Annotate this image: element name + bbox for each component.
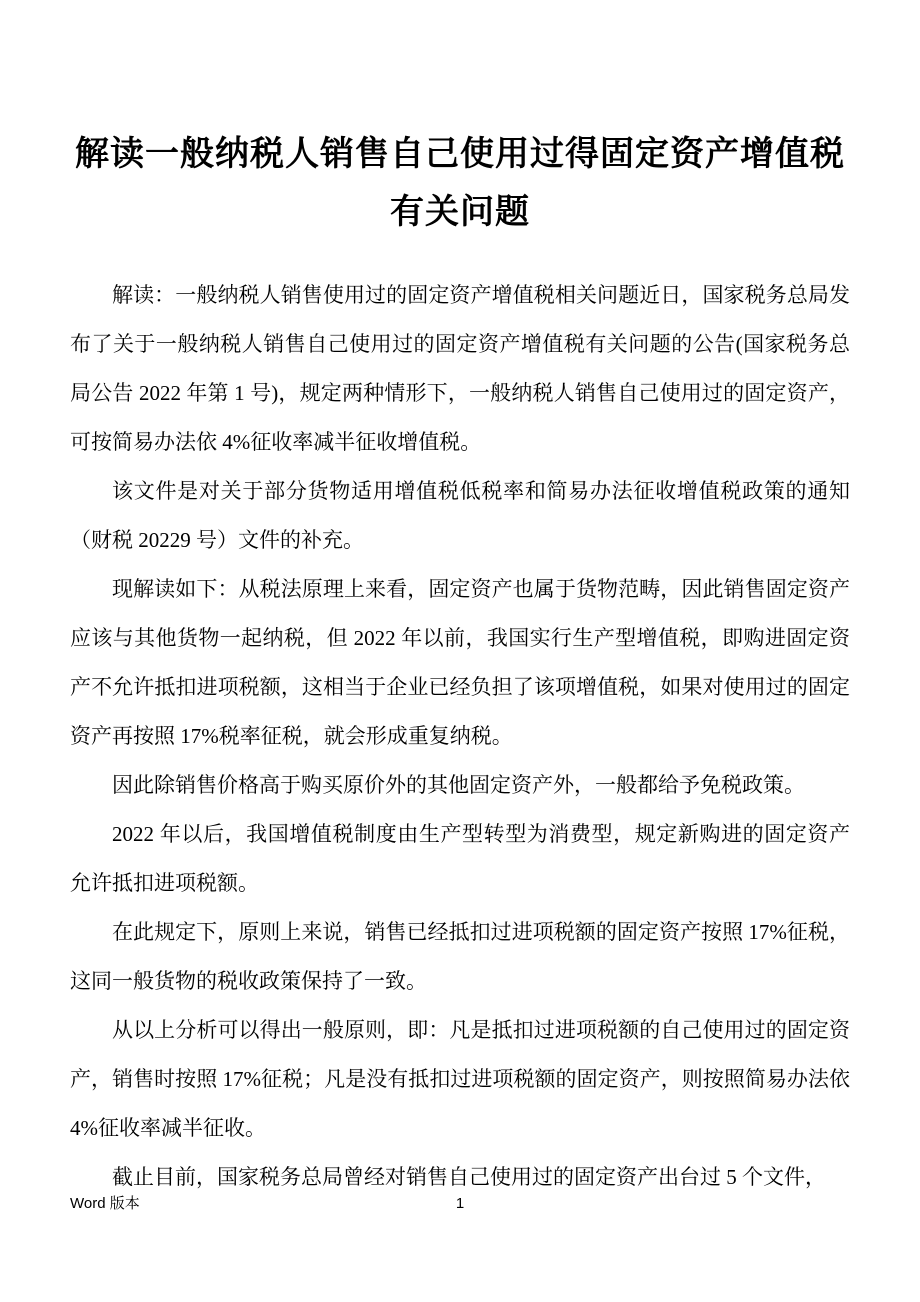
paragraph-interpretation: 现解读如下：从税法原理上来看，固定资产也属于货物范畴，因此销售固定资产应该与其他货物一起纳税，但 2022 年以前，我国实行生产型增值税，即购进固定资产不允许抵扣进项税额，这相当于企业已经负担了该项增值税，如果对使用过的固定资产再按照 17%税率征税，就会形成重复纳税。: [70, 577, 850, 748]
document-title: 解读一般纳税人销售自己使用过得固定资产增值税有关问题: [75, 136, 845, 231]
footer-page-number: 1: [455, 1195, 465, 1212]
paragraph-supplement-note: 该文件是对关于部分货物适用增值税低税率和简易办法征收增值税政策的通知（财税 20229 号）文件的补充。: [70, 479, 850, 552]
page-footer: [70, 1192, 850, 1216]
paragraph-documents-issued: 截止目前，国家税务总局曾经对销售自己使用过的固定资产出台过 5 个文件，: [112, 1165, 826, 1189]
paragraph-rule-consistency: 在此规定下，原则上来说，销售已经抵扣过进项税额的固定资产按照 17%征税，这同一般货物的税收政策保持了一致。: [70, 920, 850, 993]
paragraph-vat-reform: 2022 年以后，我国增值税制度由生产型转型为消费型，规定新购进的固定资产允许抵扣进项税额。: [70, 822, 850, 895]
footer-version-label: Word 版本: [70, 1195, 140, 1212]
document-body: [70, 271, 850, 1202]
paragraph-general-principle: 从以上分析可以得出一般原则，即：凡是抵扣过进项税额的自己使用过的固定资产，销售时按照 17%征税；凡是没有抵扣过进项税额的固定资产，则按照简易办法依 4%征收率减半征收。: [70, 1018, 850, 1140]
paragraph-tax-exemption: 因此除销售价格高于购买原价外的其他固定资产外，一般都给予免税政策。: [112, 773, 805, 797]
paragraph-intro: 解读：一般纳税人销售使用过的固定资产增值税相关问题近日，国家税务总局发布了关于一般纳税人销售自己使用过的固定资产增值税有关问题的公告(国家税务总局公告 2022 年第 1 号)，规定两种情形下，一般纳税人销售自己使用过的固定资产，可按简易办法依 4%征收率减半征收增值税。: [70, 283, 850, 454]
